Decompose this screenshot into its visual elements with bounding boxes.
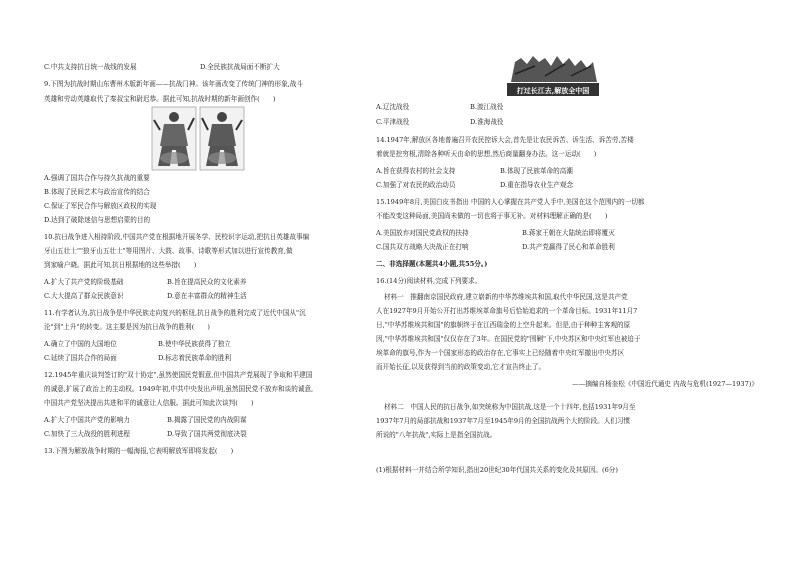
q14-stem-line1: 14.1947年,解放区各地普遍召开农民控诉大会,首先是让农民诉苦、诉生活、诉苦劳,苦楼 <box>376 136 634 144</box>
q16-heading: 16.(14分)阅读材料,完成下列要求。 <box>376 277 482 285</box>
q16-material1-source: ——摘编自杨奎松《中国近代通史 内战与危机(1927—1937)》 <box>572 380 758 388</box>
q12-option-a[interactable]: A.扩大了中国共产党的影响力 <box>44 416 130 424</box>
q15-option-c[interactable]: C.国共双方战略大决战正在打响 <box>376 243 469 251</box>
q8-option-c[interactable]: C.中共支持抗日统一战线的发展 <box>44 63 137 71</box>
poster-caption: 打过长江去,解放全中国 <box>516 86 590 95</box>
q11-option-c[interactable]: C.延续了国共合作的局面 <box>44 354 117 362</box>
q10-stem-line1: 10.抗日战争进入相持阶段,中国共产党在根据地开展冬学、民校识字运动,把抗日英雄故事编 <box>44 233 310 241</box>
q9-stem-line1: 9.下图为抗战时期山东曹州木版新年画——抗战门神。该年画改变了传统门神的形象,战斗 <box>44 80 303 88</box>
q16-material1-line1: 材料一 推翻南京国民政府,建立崭新的中华苏维埃共和国,取代中华民国,这是共产党 <box>384 293 628 301</box>
q13-option-a[interactable]: A.辽沈战役 <box>376 103 410 111</box>
q11-option-d[interactable]: D.标志着民族革命的胜利 <box>158 354 232 362</box>
q12-stem-line3: 中国共产党坚决提出共进和平的诚意让人信服。据此可知此次谈判( ) <box>44 399 254 407</box>
q15-option-b[interactable]: B.蒋家王朝在大陆统治即将覆灭 <box>522 229 615 237</box>
q16-material1-line6: 而开始长征,以及获得到当前的政策变动,它才宣告终止了。 <box>376 363 546 371</box>
q10-option-b[interactable]: B.旨在提高民众的文化素养 <box>167 278 247 286</box>
q11-option-b[interactable]: B.使中华民族获得了独立 <box>158 340 231 348</box>
q12-option-b[interactable]: B.揭露了国民党的内战阴谋 <box>167 416 247 424</box>
section-2-heading: 二、非选择题(本题共4小题,共55分。) <box>376 260 488 268</box>
q10-option-a[interactable]: A.扩大了共产党的阶级基础 <box>44 278 124 286</box>
q9-option-c[interactable]: C.保证了军民合作与解放区政权的实现 <box>44 202 157 210</box>
q16-material1-line2: 人在1927年9月开始公开打出苏维埃革命旗号后恰始追求的一个革命目标。1931年11月7 <box>376 307 638 315</box>
q16-material1-line5: 埃革命的旗号,作为一个国家形态的政治存在,它事实上已经随着中央红军撤出中央苏区 <box>376 349 625 357</box>
q14-option-b[interactable]: B.体现了民族革命的高潮 <box>500 167 573 175</box>
q16-material2-line2: 1937年7月的局部抗战和1937年7月至1945年9月的全国抗战两个大的阶段。人们习惯 <box>376 417 631 425</box>
q14-stem-line2: 着就是挖穷根,清除各种听天由命的思想,然后商量翻身办法。这一运动( ) <box>376 150 597 158</box>
q15-option-a[interactable]: A.美国放弃对国民党政权的扶持 <box>376 229 469 237</box>
q15-stem-line2: 不能改变这种局面,美国尚未做的一切也将于事无补。对材料理解正确的是( ) <box>376 212 608 220</box>
door-god-print-image <box>150 106 246 171</box>
q16-material2-line1: 材料二 中国人民的抗日战争,如突统称为中国抗战,这是一个十四年,也括1931年9月至 <box>384 403 636 411</box>
q15-option-d[interactable]: D.共产党赢得了民心和革命胜利 <box>522 243 615 251</box>
q9-option-a[interactable]: A.强调了国共合作与持久抗战的重要 <box>44 174 150 182</box>
q13-option-d[interactable]: D.淮海战役 <box>470 118 504 126</box>
q16-material1-line3: 日,"中华苏维埃共和国"的旗帜终于在江西瑞金的上空升起来。但是,由于种种主客观的原 <box>376 321 631 329</box>
q14-option-a[interactable]: A.旨在获得农村的社会支持 <box>376 167 456 175</box>
q8-option-d[interactable]: D.全民族抗战局面不断扩大 <box>200 63 280 71</box>
q16-material1-line4: 因,"中华苏维埃共和国"仅仅存在了3年。在国民党的"围剿"下,中央苏区和中央红军也被迫于 <box>376 335 641 343</box>
q10-stem-line3: 到家喻户晓。据此可知,抗日根据地的这些举措( ) <box>44 261 197 269</box>
q16-material2-line3: 所说的"八年抗战",实际上是指全国抗战。 <box>376 431 497 439</box>
q13-option-c[interactable]: C.平津战役 <box>376 118 410 126</box>
q13-stem: 13.下图为解放战争时期的一幅海报,它表明解放军即将发起( ) <box>44 447 234 455</box>
q15-stem-line1: 15.1949年8月,美国白皮书指出 中国的人心掌握在共产党人手中,美国在这个范围内的一切都 <box>376 198 645 206</box>
q11-option-a[interactable]: A.确立了中国的大国地位 <box>44 340 117 348</box>
q14-option-d[interactable]: D.重在指导农业生产观念 <box>500 181 574 189</box>
q12-option-d[interactable]: D.导致了国共两党彻底决裂 <box>167 430 247 438</box>
q9-stem-line2: 英雄和劳动英雄取代了秦叔宝和尉迟恭。据此可知,抗战时期的新年画创作( ) <box>44 95 276 103</box>
q12-stem-line1: 12.1945年重庆谈判签订的"双十协定",虽然使国民党假意,但中国共产党展现了争取和平建国 <box>44 371 313 379</box>
q11-stem-line2: 沦"到"上升"的转变。这主要是因为抗日战争的胜利( ) <box>44 323 210 331</box>
q12-stem-line2: 的诚意,扩展了政治上的主动权。1949年初,中共中央发出声明,虽然国民党不放弃和谈的诚意, <box>44 385 314 393</box>
q9-option-d[interactable]: D.达到了破除迷信与思想启蒙的目的 <box>44 216 151 224</box>
q12-option-c[interactable]: C.加快了三大战役的胜利进程 <box>44 430 131 438</box>
q11-stem-line1: 11.有学者认为,抗日战争是中华民族走向复兴的枢纽,抗日战争的胜利完成了近代中国从"沉 <box>44 309 306 317</box>
q10-option-c[interactable]: C.大大提高了群众民族意识 <box>44 292 124 300</box>
q13-option-b[interactable]: B.渡江战役 <box>470 103 504 111</box>
q10-option-d[interactable]: D.意在丰富群众的精神生活 <box>167 292 247 300</box>
q14-option-c[interactable]: C.加强了对农民的政治动员 <box>376 181 456 189</box>
q9-option-b[interactable]: B.体现了民间艺术与政治宣传的结合 <box>44 188 150 196</box>
q10-stem-line2: 牙山五壮士""狼牙山五壮士"等用图片、大鼓、故事、诗歌等形式加以进行宣传教育,做 <box>44 247 293 255</box>
q16-task1: (1)根据材料一并结合所学知识,指出20世纪30年代国共关系的变化及其原因。(6分) <box>376 466 618 474</box>
